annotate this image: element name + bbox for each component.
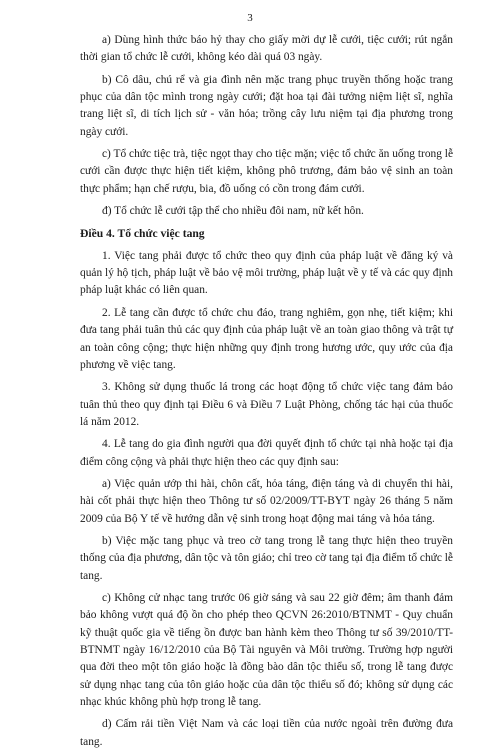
article-4-heading: Điều 4. Tổ chức việc tang [80,227,205,241]
paragraph-3a: a) Dùng hình thức báo hỷ thay cho giấy mời dự lễ cưới, tiệc cưới; rút ngắn thời gian tổ chức lễ cưới, không kéo dài quá 03 ngày. [80,34,453,64]
article-4-clause-4a: a) Việc quản ướp thi hài, chôn cất, hỏa táng, điện táng và di chuyển thi hài, hài cốt phải thực hiện theo Thông tư số 02/2009/TT-BYT ngày 26 tháng 5 năm 2009 của Bộ Y tế về hướng dẫn vệ sinh trong hoạt động mai táng và hỏa táng. [80,477,453,525]
article-4-clause-1: 1. Việc tang phải được tổ chức theo quy định của pháp luật về đăng ký và quản lý hộ tịch, pháp luật về bảo vệ môi trường, pháp luật về y tế và các quy định pháp luật khác có liên quan. [80,249,453,297]
article-4-clause-4c: c) Không cử nhạc tang trước 06 giờ sáng và sau 22 giờ đêm; âm thanh đảm bảo không vượt quá độ ồn cho phép theo QCVN 26:2010/BTNMT - Quy chuẩn kỹ thuật quốc gia về tiếng ồn được ban hành kèm theo Thông tư số 39/2010/TT-BTNMT ngày 16/12/2010 của Bộ Tài nguyên và Môi trường. Trường hợp người qua đời theo một tôn giáo hoặc là đồng bào dân tộc thiểu số, trong lễ tang được sử dụng nhạc tang của tôn giáo hoặc của dân tộc thiểu số đó; không sử dụng các nhạc khúc không phù hợp trong lễ tang. [80,591,453,709]
article-4-clause-4d: d) Cấm rải tiền Việt Nam và các loại tiền của nước ngoài trên đường đưa tang. [80,718,453,748]
article-4-clause-3: 3. Không sử dụng thuốc lá trong các hoạt động tổ chức việc tang đảm bảo tuân thủ theo quy định tại Điều 6 và Điều 7 Luật Phòng, chống tác hại của thuốc lá năm 2012. [80,381,453,428]
article-4-clause-2: 2. Lễ tang cần được tổ chức chu đáo, trang nghiêm, gọn nhẹ, tiết kiệm; khi đưa tang phải tuân thủ các quy định của pháp luật về an toàn giao thông và trật tự an toàn công cộng; thực hiện những quy định trong hương ước, quy ước của địa phương về việc tang. [80,306,453,371]
paragraph-3c: c) Tổ chức tiệc trà, tiệc ngọt thay cho tiệc mặn; việc tổ chức ăn uống trong lễ cưới cần được thực hiện tiết kiệm, không phô trương, đảm bảo vệ sinh an toàn thực phẩm; hạn chế rượu, bia, đồ uống có cồn trong đám cưới. [80,148,453,195]
document-body [80,32,453,756]
article-4-clause-4b: b) Việc mặc tang phục và treo cờ tang trong lễ tang thực hiện theo truyền thống của địa phương, dân tộc và tôn giáo; chỉ treo cờ tang tại địa điểm tổ chức lễ tang. [80,534,453,582]
paragraph-3d: đ) Tổ chức lễ cưới tập thể cho nhiều đôi nam, nữ kết hôn. [102,205,364,218]
paragraph-3b: b) Cô dâu, chú rể và gia đình nên mặc trang phục truyền thống hoặc trang phục của dân tộc mình trong ngày cưới; đặt hoa tại đài tưởng niệm liệt sĩ, nghĩa trang liệt sĩ, di tích lịch sử - văn hóa; trồng cây lưu niệm tại địa phương trong ngày cưới. [80,73,453,138]
article-4-clause-4: 4. Lễ tang do gia đình người qua đời quyết định tổ chức tại nhà hoặc tại địa điểm công cộng và phải thực hiện theo các quy định sau: [80,438,453,468]
page-number: 3 [247,12,253,24]
